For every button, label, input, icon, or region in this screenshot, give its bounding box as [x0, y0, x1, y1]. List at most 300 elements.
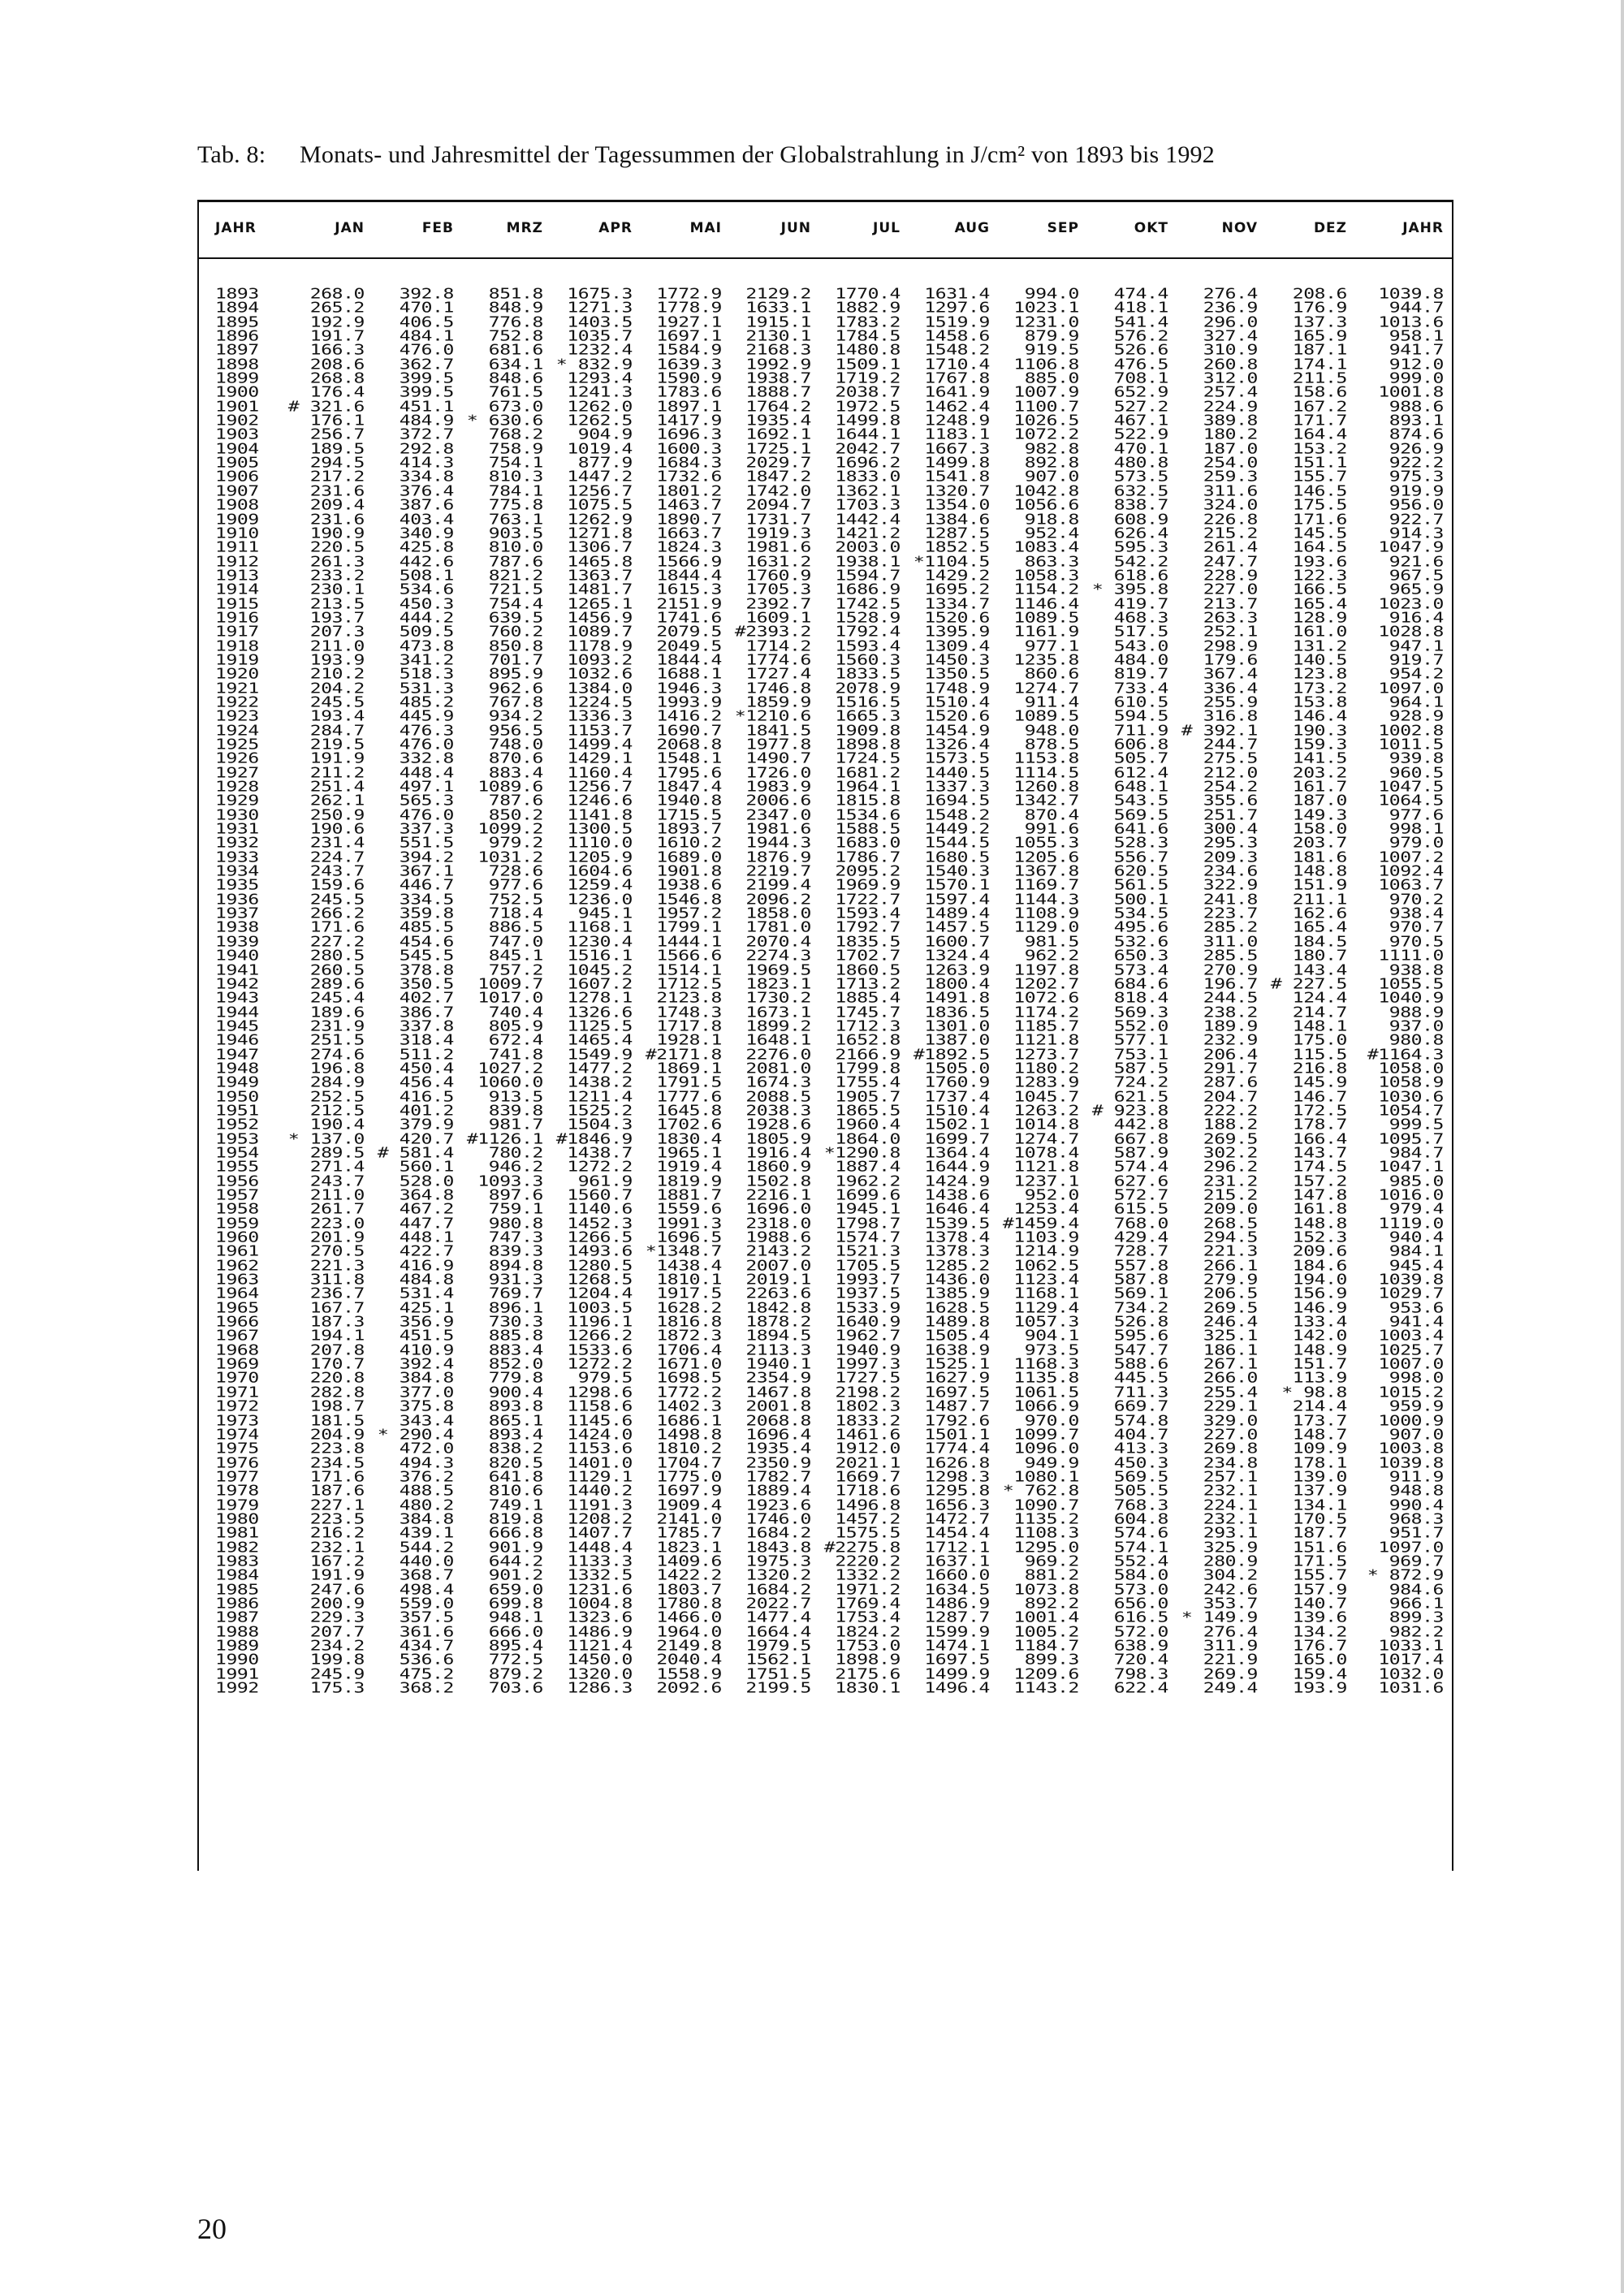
value-cell: 1015.2 — [1378, 1384, 1444, 1401]
value-cell: 897.6 — [488, 1187, 543, 1204]
value-cell: 279.9 — [1203, 1272, 1258, 1289]
value-cell: 1689.0 — [656, 849, 722, 866]
value-cell: 134.1 — [1292, 1496, 1347, 1514]
value-cell: 293.1 — [1203, 1525, 1258, 1542]
value-cell: 191.7 — [309, 328, 365, 345]
value-cell: 1960.4 — [835, 1116, 901, 1134]
year-cell: 1928 — [215, 779, 259, 796]
value-cell: 175.5 — [1292, 497, 1347, 514]
value-cell: 1878.2 — [745, 1314, 811, 1331]
value-cell: 1320.2 — [745, 1567, 811, 1584]
value-cell: 1628.5 — [924, 1299, 990, 1317]
value-cell: 1141.8 — [567, 806, 633, 824]
value-cell: 1477.4 — [745, 1609, 811, 1626]
value-cell: 1407.7 — [567, 1525, 633, 1542]
value-cell: 322.9 — [1203, 877, 1258, 894]
value-cell: 193.9 — [1292, 1680, 1347, 1697]
value-cell: 361.6 — [399, 1623, 454, 1640]
value-cell: 1499.4 — [567, 736, 633, 754]
table-row — [197, 1484, 1450, 1498]
value-cell: 422.7 — [399, 1243, 454, 1260]
table-row — [197, 907, 1450, 921]
value-cell: 753.1 — [1113, 1046, 1168, 1063]
value-cell: 1158.6 — [567, 1398, 633, 1415]
table-row — [197, 1329, 1450, 1343]
value-cell: 467.1 — [1113, 412, 1168, 430]
value-cell: 874.6 — [1389, 426, 1444, 443]
year-cell: 1990 — [215, 1652, 259, 1669]
value-cell: 1935.4 — [745, 1440, 811, 1457]
value-cell: 296.2 — [1203, 1159, 1258, 1176]
value-cell: 1093.2 — [567, 651, 633, 669]
value-cell: 1631.4 — [924, 286, 990, 303]
value-cell: 954.2 — [1389, 666, 1444, 683]
value-cell: 1019.4 — [567, 440, 633, 458]
value-cell: 324.0 — [1203, 497, 1258, 514]
year-cell: 1925 — [215, 736, 259, 754]
value-cell: 1916.4 — [745, 1144, 811, 1162]
value-cell: 231.2 — [1203, 1172, 1258, 1190]
value-cell: 336.4 — [1203, 680, 1258, 697]
value-cell: 392.4 — [399, 1356, 454, 1373]
value-cell: 2392.7 — [745, 595, 811, 612]
value-cell: 981.7 — [488, 1116, 543, 1134]
value-cell: 199.8 — [309, 1652, 365, 1669]
value-cell: 964.1 — [1389, 693, 1444, 711]
value-cell: 990.4 — [1389, 1496, 1444, 1514]
value-cell: 270.9 — [1203, 961, 1258, 978]
value-cell: 1129.4 — [1013, 1299, 1079, 1317]
table-row — [197, 964, 1450, 978]
table-row — [197, 456, 1450, 470]
value-cell: 1888.7 — [745, 384, 811, 401]
value-cell: 1486.9 — [924, 1595, 990, 1613]
value-cell: 268.5 — [1203, 1215, 1258, 1232]
table-row — [197, 1217, 1450, 1231]
year-cell: 1936 — [215, 891, 259, 909]
year-cell: 1972 — [215, 1398, 259, 1415]
table-title: Monats- und Jahresmittel der Tagessummen der Globalstrahlung in J/cm² von 1893 bis 1992 — [300, 141, 1215, 168]
value-cell: 1648.1 — [745, 1032, 811, 1049]
value-cell: 1387.0 — [924, 1032, 990, 1049]
table-row — [197, 428, 1450, 442]
value-cell: 1283.9 — [1013, 1074, 1079, 1091]
value-cell: 214.7 — [1292, 1004, 1347, 1021]
value-cell: 612.4 — [1113, 764, 1168, 781]
value-cell: 810.6 — [488, 1483, 543, 1500]
value-cell: 167.7 — [309, 1299, 365, 1317]
table-row — [197, 611, 1450, 625]
value-cell: 594.5 — [1113, 708, 1168, 725]
table-row — [197, 470, 1450, 484]
value-cell: 1969.9 — [835, 877, 901, 894]
value-cell: 998.1 — [1389, 821, 1444, 838]
table-row — [197, 1245, 1450, 1259]
year-cell: 1976 — [215, 1454, 259, 1471]
value-cell: 1286.3 — [567, 1680, 633, 1697]
value-cell: 1465.4 — [567, 1032, 633, 1049]
value-cell: 151.1 — [1292, 455, 1347, 472]
value-cell: 1196.1 — [567, 1314, 633, 1331]
value-cell: #2275.8 — [823, 1539, 901, 1556]
value-cell: 893.1 — [1389, 412, 1444, 430]
value-cell: 1795.6 — [656, 764, 722, 781]
value-cell: 1945.1 — [835, 1201, 901, 1218]
value-cell: # 392.1 — [1181, 722, 1258, 739]
value-cell: 1889.4 — [745, 1483, 811, 1500]
value-cell: 302.2 — [1203, 1144, 1258, 1162]
value-cell: 1154.2 — [1013, 581, 1079, 598]
table-row — [197, 1626, 1450, 1639]
radiation-table — [197, 208, 1450, 1695]
value-cell: 1549.9 — [567, 1046, 633, 1063]
value-cell: 151.9 — [1292, 877, 1347, 894]
value-cell: 1259.4 — [567, 877, 633, 894]
value-cell: 518.3 — [399, 666, 454, 683]
column-header-jul: JUL — [873, 220, 901, 236]
value-cell: 2022.7 — [745, 1595, 811, 1613]
value-cell: 780.2 — [488, 1144, 543, 1162]
value-cell: 1548.2 — [924, 806, 990, 824]
value-cell: 1450.3 — [924, 651, 990, 669]
value-cell: 1278.1 — [567, 990, 633, 1007]
value-cell: 211.5 — [1292, 370, 1347, 387]
value-cell: 1705.3 — [745, 581, 811, 598]
year-cell: 1991 — [215, 1665, 259, 1682]
value-cell: 122.3 — [1292, 567, 1347, 585]
value-cell: 620.5 — [1113, 863, 1168, 880]
value-cell: 337.8 — [399, 1017, 454, 1035]
value-cell: 1263.9 — [924, 961, 990, 978]
year-cell: 1919 — [215, 651, 259, 669]
value-cell: 1610.2 — [656, 835, 722, 852]
value-cell: 1016.0 — [1378, 1187, 1444, 1204]
value-cell: 384.8 — [399, 1370, 454, 1387]
value-cell: 227.0 — [1203, 581, 1258, 598]
value-cell: 189.9 — [1203, 1017, 1258, 1035]
value-cell: 476.0 — [399, 342, 454, 359]
value-cell: 212.0 — [1203, 764, 1258, 781]
value-cell: 1697.9 — [656, 1483, 722, 1500]
value-cell: 1285.2 — [924, 1257, 990, 1275]
year-cell: 1933 — [215, 849, 259, 866]
value-cell: 969.2 — [1024, 1552, 1079, 1570]
value-cell: 1306.7 — [567, 539, 633, 556]
value-cell: 1702.6 — [656, 1116, 722, 1134]
value-cell: 402.7 — [399, 990, 454, 1007]
value-cell: 1917.5 — [656, 1285, 722, 1302]
value-cell: 198.7 — [309, 1398, 365, 1415]
value-cell: 1726.0 — [745, 764, 811, 781]
value-cell: 1320.7 — [924, 482, 990, 500]
value-cell: 379.9 — [399, 1116, 454, 1134]
value-cell: 1103.9 — [1013, 1229, 1079, 1246]
value-cell: 896.1 — [488, 1299, 543, 1317]
value-cell: 414.3 — [399, 455, 454, 472]
value-cell: 949.9 — [1024, 1454, 1079, 1471]
value-cell: 1718.6 — [835, 1483, 901, 1500]
value-cell: 1047.5 — [1378, 779, 1444, 796]
value-cell: 1548.2 — [924, 342, 990, 359]
year-cell: 1981 — [215, 1525, 259, 1542]
table-row — [197, 1583, 1450, 1597]
value-cell: 1665.3 — [835, 708, 901, 725]
value-cell: 137.3 — [1292, 313, 1347, 330]
value-cell: * 149.9 — [1181, 1609, 1258, 1626]
year-cell: 1935 — [215, 877, 259, 894]
value-cell: 1604.6 — [567, 863, 633, 880]
value-cell: 634.1 — [488, 356, 543, 374]
value-cell: 913.5 — [488, 1088, 543, 1105]
value-cell: 1262.9 — [567, 511, 633, 528]
value-cell: 316.8 — [1203, 708, 1258, 725]
value-cell: 1498.8 — [656, 1426, 722, 1444]
value-cell: 885.8 — [488, 1328, 543, 1345]
year-cell: 1901 — [215, 398, 259, 416]
year-cell: 1957 — [215, 1187, 259, 1204]
value-cell: 1965.1 — [656, 1144, 722, 1162]
value-cell: 399.5 — [399, 370, 454, 387]
value-cell: 2199.5 — [745, 1680, 811, 1697]
value-cell: * 630.6 — [466, 412, 543, 430]
value-cell: 1928.1 — [656, 1032, 722, 1049]
value-cell: 355.6 — [1203, 792, 1258, 810]
value-cell: 2006.6 — [745, 792, 811, 810]
value-cell: 1865.5 — [835, 1102, 901, 1120]
value-cell: 2166.9 — [835, 1046, 901, 1063]
value-cell: 904.1 — [1024, 1328, 1079, 1345]
value-cell: 820.5 — [488, 1454, 543, 1471]
value-cell: 234.2 — [309, 1638, 365, 1655]
value-cell: 148.1 — [1292, 1017, 1347, 1035]
value-cell: 220.5 — [309, 539, 365, 556]
value-cell: 1262.5 — [567, 412, 633, 430]
value-cell: 268.8 — [309, 370, 365, 387]
value-cell: 1111.0 — [1378, 948, 1444, 965]
value-cell: 384.8 — [399, 1510, 454, 1528]
value-cell: 1633.1 — [745, 300, 811, 317]
value-cell: 221.3 — [1203, 1243, 1258, 1260]
value-cell: 1029.7 — [1378, 1285, 1444, 1302]
value-cell: 189.5 — [309, 440, 365, 458]
value-cell: 212.5 — [309, 1102, 365, 1120]
value-cell: 552.0 — [1113, 1017, 1168, 1035]
value-cell: 221.3 — [309, 1257, 365, 1275]
value-cell: 984.6 — [1389, 1581, 1444, 1598]
value-cell: 167.2 — [1292, 398, 1347, 416]
table-row — [197, 485, 1450, 499]
table-row — [197, 667, 1450, 681]
table-row — [197, 809, 1450, 823]
value-cell: 1964.1 — [835, 779, 901, 796]
year-cell: 1931 — [215, 821, 259, 838]
year-cell: 1984 — [215, 1567, 259, 1584]
value-cell: 498.4 — [399, 1581, 454, 1598]
value-cell: 752.5 — [488, 891, 543, 909]
value-cell: 1089.5 — [1013, 708, 1079, 725]
value-cell: 1039.8 — [1378, 1454, 1444, 1471]
value-cell: 171.6 — [309, 919, 365, 936]
value-cell: 1490.7 — [745, 750, 811, 767]
value-cell: 1100.7 — [1013, 398, 1079, 416]
value-cell: 231.6 — [309, 482, 365, 500]
value-cell: 1673.1 — [745, 1004, 811, 1021]
value-cell: 1836.5 — [924, 1004, 990, 1021]
value-cell: 947.1 — [1389, 637, 1444, 654]
value-cell: 1702.7 — [835, 948, 901, 965]
value-cell: #1126.1 — [466, 1130, 543, 1147]
value-cell: 450.3 — [1113, 1454, 1168, 1471]
value-cell: 1909.4 — [656, 1496, 722, 1514]
value-cell: 1007.9 — [1013, 384, 1079, 401]
value-cell: 1129.0 — [1013, 919, 1079, 936]
value-cell: 779.8 — [488, 1370, 543, 1387]
value-cell: 1919.3 — [745, 525, 811, 542]
value-cell: 1248.9 — [924, 412, 990, 430]
value-cell: 142.0 — [1292, 1328, 1347, 1345]
value-cell: 981.5 — [1024, 933, 1079, 951]
table-row — [197, 1541, 1450, 1555]
value-cell: 982.2 — [1389, 1623, 1444, 1640]
value-cell: 1981.6 — [745, 821, 811, 838]
value-cell: 980.8 — [1389, 1032, 1444, 1049]
value-cell: 1271.8 — [567, 525, 633, 542]
value-cell: 962.6 — [488, 680, 543, 697]
year-cell: 1988 — [215, 1623, 259, 1640]
value-cell: 587.5 — [1113, 1060, 1168, 1077]
value-cell: 115.5 — [1292, 1046, 1347, 1063]
value-cell: 1597.4 — [924, 891, 990, 909]
value-cell: 1466.0 — [656, 1609, 722, 1626]
value-cell: 1089.5 — [1013, 609, 1079, 627]
value-cell: 1746.8 — [745, 680, 811, 697]
value-cell: 1775.0 — [656, 1468, 722, 1486]
value-cell: 340.9 — [399, 525, 454, 542]
table-row — [197, 598, 1450, 611]
value-cell: 574.6 — [1113, 1525, 1168, 1542]
value-cell: 948.0 — [1024, 722, 1079, 739]
value-cell: 1810.2 — [656, 1440, 722, 1457]
value-cell: 1378.4 — [924, 1229, 990, 1246]
value-cell: 1467.8 — [745, 1384, 811, 1401]
value-cell: 970.5 — [1389, 933, 1444, 951]
value-cell: 1436.0 — [924, 1272, 990, 1289]
value-cell: 1819.9 — [656, 1172, 722, 1190]
value-cell: 389.8 — [1203, 412, 1258, 430]
value-cell: 958.1 — [1389, 328, 1444, 345]
value-cell: 1047.9 — [1378, 539, 1444, 556]
value-cell: 304.2 — [1203, 1567, 1258, 1584]
value-cell: 1025.7 — [1378, 1341, 1444, 1359]
year-cell: 1955 — [215, 1159, 259, 1176]
value-cell: 2274.3 — [745, 948, 811, 965]
value-cell: 2130.1 — [745, 328, 811, 345]
value-cell: * 872.9 — [1367, 1567, 1444, 1584]
value-cell: 970.0 — [1024, 1412, 1079, 1429]
value-cell: 1992.9 — [745, 356, 811, 374]
value-cell: 1493.6 — [567, 1243, 633, 1260]
value-cell: 1231.6 — [567, 1581, 633, 1598]
value-cell: 730.3 — [488, 1314, 543, 1331]
value-cell: 1615.3 — [656, 581, 722, 598]
value-cell: 1533.6 — [567, 1341, 633, 1359]
value-cell: 931.3 — [488, 1272, 543, 1289]
year-cell: 1986 — [215, 1595, 259, 1613]
table-row — [197, 1118, 1450, 1132]
value-cell: 1652.8 — [835, 1032, 901, 1049]
value-cell: 1237.1 — [1013, 1172, 1079, 1190]
value-cell: 1656.3 — [924, 1496, 990, 1514]
value-cell: 1447.2 — [567, 469, 633, 486]
value-cell: 2007.0 — [745, 1257, 811, 1275]
value-cell: 1937.5 — [835, 1285, 901, 1302]
value-cell: 251.4 — [309, 779, 365, 796]
value-cell: 1072.6 — [1013, 990, 1079, 1007]
value-cell: 918.8 — [1024, 511, 1079, 528]
value-cell: 194.1 — [309, 1328, 365, 1345]
value-cell: 916.4 — [1389, 609, 1444, 627]
value-cell: 162.6 — [1292, 905, 1347, 922]
value-cell: 1272.2 — [567, 1356, 633, 1373]
value-cell: 1263.2 — [1013, 1102, 1079, 1120]
table-row — [197, 1682, 1450, 1695]
value-cell: 1114.5 — [1013, 764, 1079, 781]
value-cell: 848.9 — [488, 300, 543, 317]
year-cell: 1940 — [215, 948, 259, 965]
value-cell: 1168.3 — [1013, 1356, 1079, 1373]
value-cell: 1516.5 — [835, 693, 901, 711]
year-cell: 1973 — [215, 1412, 259, 1429]
value-cell: 1078.4 — [1013, 1144, 1079, 1162]
value-cell: 1309.4 — [924, 637, 990, 654]
value-cell: 343.4 — [399, 1412, 454, 1429]
value-cell: 1089.6 — [477, 779, 543, 796]
value-cell: 310.9 — [1203, 342, 1258, 359]
year-cell: 1905 — [215, 455, 259, 472]
year-cell: 1938 — [215, 919, 259, 936]
value-cell: 276.4 — [1203, 286, 1258, 303]
value-cell: 149.3 — [1292, 806, 1347, 824]
value-cell: 274.6 — [309, 1046, 365, 1063]
value-cell: 1481.7 — [567, 581, 633, 598]
value-cell: 190.4 — [309, 1116, 365, 1134]
value-cell: 1256.7 — [567, 779, 633, 796]
value-cell: 938.4 — [1389, 905, 1444, 922]
value-cell: 1792.7 — [835, 919, 901, 936]
value-cell: 153.8 — [1292, 693, 1347, 711]
value-cell: 245.5 — [309, 891, 365, 909]
value-cell: 1509.1 — [835, 356, 901, 374]
value-cell: 1463.7 — [656, 497, 722, 514]
value-cell: 608.9 — [1113, 511, 1168, 528]
value-cell: 543.5 — [1113, 792, 1168, 810]
value-cell: 2001.8 — [745, 1398, 811, 1415]
value-cell: 166.4 — [1292, 1130, 1347, 1147]
value-cell: 1696.5 — [656, 1229, 722, 1246]
value-cell: 1145.6 — [567, 1412, 633, 1429]
value-cell: 879.9 — [1024, 328, 1079, 345]
value-cell: 1915.1 — [745, 313, 811, 330]
value-cell: 2113.3 — [745, 1341, 811, 1359]
value-cell: 1472.7 — [924, 1510, 990, 1528]
year-cell: 1908 — [215, 497, 259, 514]
value-cell: 224.1 — [1203, 1496, 1258, 1514]
value-cell: 1039.8 — [1378, 286, 1444, 303]
value-cell: 1017.0 — [477, 990, 543, 1007]
table-row — [197, 583, 1450, 597]
year-cell: 1907 — [215, 482, 259, 500]
value-cell: 201.9 — [309, 1229, 365, 1246]
